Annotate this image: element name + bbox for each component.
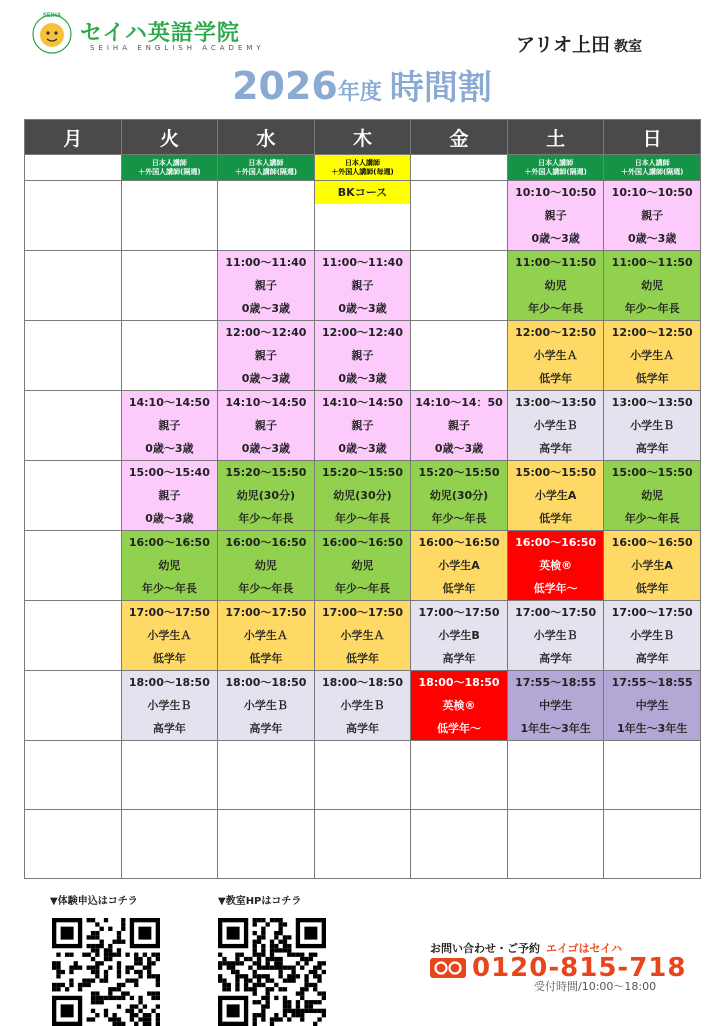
empty-slot [25, 601, 122, 671]
empty-slot [25, 251, 122, 321]
class-slot [604, 531, 701, 601]
class-grade: 年少〜年長 [238, 582, 294, 595]
class-name: 小学生Ａ [243, 629, 288, 642]
class-name: 小学生A [438, 559, 480, 572]
class-time: 17:00〜17:50 [418, 606, 500, 619]
class-time: 17:00〜17:50 [321, 606, 403, 619]
class-name: 小学生Ｂ [147, 699, 192, 712]
time-slot-row [25, 531, 701, 601]
class-slot [314, 671, 411, 741]
class-grade: 高学年 [635, 442, 669, 455]
class-slot [218, 671, 315, 741]
class-grade: 高学年 [539, 442, 573, 455]
class-time: 17:55〜18:55 [515, 676, 597, 689]
class-time: 17:00〜17:50 [128, 606, 210, 619]
class-name: 親子 [254, 419, 277, 432]
class-slot [507, 601, 604, 671]
class-name: 英検® [539, 559, 573, 572]
class-time: 10:10〜10:50 [611, 186, 693, 199]
teacher-line: 日本人講師 [248, 158, 284, 167]
class-grade: 1年生〜3年生 [520, 722, 591, 735]
classroom-suffix: 教室 [614, 39, 643, 55]
class-name: 小学生Ｂ [630, 629, 675, 642]
class-grade: 低学年 [539, 372, 573, 385]
class-time: 17:00〜17:50 [611, 606, 693, 619]
class-time: 18:00〜18:50 [321, 676, 403, 689]
class-slot [411, 531, 508, 601]
empty-slot [25, 531, 122, 601]
day-header: 水 [218, 120, 315, 155]
day-header: 金 [411, 120, 508, 155]
empty-slot [604, 810, 701, 879]
class-grade: 1年生〜3年生 [617, 722, 688, 735]
class-time: 16:00〜16:50 [128, 536, 210, 549]
empty-slot [25, 461, 122, 531]
class-grade: 0歳〜3歳 [241, 442, 291, 455]
class-slot [121, 391, 218, 461]
class-name: 親子 [254, 279, 277, 292]
classroom-name [516, 30, 642, 57]
brand-logo [28, 10, 288, 54]
class-grade: 低学年 [152, 652, 186, 665]
empty-slot [25, 391, 122, 461]
time-slot-row [25, 810, 701, 879]
class-name: 小学生Ｂ [243, 699, 288, 712]
teacher-cell [507, 155, 604, 181]
class-time: 13:00〜13:50 [515, 396, 597, 409]
class-time: 11:00〜11:40 [225, 256, 307, 269]
class-name: 小学生Ａ [533, 349, 578, 362]
class-grade: 年少〜年長 [238, 512, 294, 525]
class-slot [604, 391, 701, 461]
time-slot-row [25, 741, 701, 810]
class-name: 幼児 [641, 279, 664, 292]
class-name: 親子 [448, 419, 471, 432]
class-slot [314, 531, 411, 601]
day-header: 月 [25, 120, 122, 155]
class-slot [411, 391, 508, 461]
class-name: 中学生 [635, 699, 669, 712]
class-name: 幼児 [351, 559, 374, 572]
teacher-row [25, 155, 701, 181]
class-time: 11:00〜11:50 [611, 256, 693, 269]
class-grade: 低学年 [249, 652, 283, 665]
time-slot-row [25, 181, 701, 251]
class-name: 小学生Ａ [147, 629, 192, 642]
empty-slot [25, 741, 122, 810]
empty-slot [411, 251, 508, 321]
class-grade: 高学年 [442, 652, 476, 665]
class-slot [411, 461, 508, 531]
reception-hours: 受付時間/10:00〜18:00 [534, 980, 657, 993]
class-name: 英検® [442, 699, 476, 712]
teacher-line: 日本人講師 [634, 158, 670, 167]
teacher-line: ＋外国人講師(隔週) [524, 167, 587, 176]
class-name: 小学生A [534, 489, 577, 502]
class-time: 13:00〜13:50 [611, 396, 693, 409]
class-time: 14:10〜14:50 [225, 396, 307, 409]
title-jikan: 時間割 [389, 68, 492, 108]
class-name: 小学生B [438, 629, 480, 642]
class-time: 18:00〜18:50 [418, 676, 500, 689]
empty-slot [411, 810, 508, 879]
class-grade: 年少〜年長 [334, 582, 390, 595]
teacher-cell [314, 155, 411, 181]
class-name: 幼児(30分) [429, 489, 489, 502]
class-time: 16:00〜16:50 [321, 536, 403, 549]
empty-slot [604, 741, 701, 810]
contact-text: お問い合わせ・ご予約 [430, 942, 540, 955]
class-name: 親子 [254, 349, 277, 362]
class-time: 12:00〜12:40 [321, 326, 403, 339]
class-time: 18:00〜18:50 [128, 676, 210, 689]
class-slot [411, 671, 508, 741]
class-grade: 低学年 [635, 582, 669, 595]
class-name: 幼児(30分) [236, 489, 296, 502]
class-slot [507, 671, 604, 741]
day-header: 土 [507, 120, 604, 155]
class-name: 幼児 [641, 489, 664, 502]
class-name: 中学生 [539, 699, 573, 712]
class-slot [314, 601, 411, 671]
class-grade: 0歳〜3歳 [145, 442, 194, 455]
title-nendo: 年度 [337, 80, 382, 105]
class-slot [604, 461, 701, 531]
class-time: 12:00〜12:50 [611, 326, 693, 339]
class-time: 16:00〜16:50 [611, 536, 693, 549]
class-grade: 0歳〜3歳 [145, 512, 194, 525]
class-slot [218, 601, 315, 671]
class-grade: 年少〜年長 [431, 512, 487, 525]
class-grade: 高学年 [249, 722, 283, 735]
empty-slot [411, 181, 508, 251]
class-slot [507, 181, 604, 251]
teacher-line: ＋外国人講師(隔週) [138, 167, 201, 176]
class-name: 親子 [351, 279, 374, 292]
class-slot [507, 531, 604, 601]
class-time: 14:10〜14:50 [128, 396, 210, 409]
class-grade: 0歳〜3歳 [241, 302, 291, 315]
class-grade: 0歳〜3歳 [241, 372, 291, 385]
class-name: 小学生Ａ [630, 349, 675, 362]
class-slot [314, 391, 411, 461]
day-header: 木 [314, 120, 411, 155]
class-slot [604, 671, 701, 741]
class-grade: 高学年 [635, 652, 669, 665]
class-time: 15:00〜15:50 [515, 466, 597, 479]
classroom-label: アリオ上田 [516, 34, 611, 56]
class-time: 15:20〜15:50 [225, 466, 307, 479]
empty-slot [411, 741, 508, 810]
bk-course-label: BKコース [315, 181, 411, 204]
empty-slot [507, 741, 604, 810]
class-slot [218, 251, 315, 321]
class-grade: 0歳〜3歳 [434, 442, 484, 455]
class-time: 12:00〜12:50 [515, 326, 597, 339]
empty-slot [121, 810, 218, 879]
class-name: 親子 [158, 419, 181, 432]
empty-slot [218, 181, 315, 251]
class-time: 17:55〜18:55 [611, 676, 693, 689]
empty-slot [121, 181, 218, 251]
class-time: 17:00〜17:50 [515, 606, 597, 619]
class-grade: 低学年〜 [533, 582, 578, 595]
class-grade: 年少〜年長 [624, 302, 680, 315]
day-header-row [25, 120, 701, 155]
empty-slot [25, 810, 122, 879]
class-slot [604, 601, 701, 671]
class-slot [218, 461, 315, 531]
class-slot [314, 181, 411, 251]
empty-slot [314, 741, 411, 810]
class-slot [121, 461, 218, 531]
class-name: 小学生Ｂ [630, 419, 675, 432]
class-name: 親子 [351, 419, 374, 432]
teacher-cell [25, 155, 122, 181]
teacher-cell [218, 155, 315, 181]
class-name: 幼児 [544, 279, 567, 292]
class-grade: 0歳〜3歳 [338, 442, 387, 455]
time-slot-row [25, 321, 701, 391]
class-time: 16:00〜16:50 [515, 536, 597, 549]
time-slot-row [25, 391, 701, 461]
class-grade: 0歳〜3歳 [531, 232, 580, 245]
class-grade: 低学年 [442, 582, 476, 595]
class-grade: 年少〜年長 [141, 582, 197, 595]
class-time: 15:00〜15:40 [128, 466, 210, 479]
contact-highlight: エイゴはセイハ [546, 942, 623, 955]
empty-slot [218, 741, 315, 810]
class-time: 17:00〜17:50 [225, 606, 307, 619]
seiha-logo-icon [28, 10, 76, 54]
class-name: 小学生A [631, 559, 673, 572]
qr-code-icon[interactable] [218, 918, 326, 1026]
class-slot [314, 321, 411, 391]
class-slot [507, 461, 604, 531]
class-time: 10:10〜10:50 [515, 186, 597, 199]
class-grade: 低学年〜 [437, 722, 482, 735]
class-grade: 低学年 [345, 652, 379, 665]
class-grade: 年少〜年長 [528, 302, 584, 315]
trial-qr-label: ▼体験申込はコチラ [50, 896, 138, 907]
class-name: 小学生Ｂ [533, 419, 578, 432]
class-slot [121, 601, 218, 671]
class-time: 11:00〜11:40 [321, 256, 403, 269]
empty-slot [218, 810, 315, 879]
logo-name: セイハ英語学院 [80, 21, 240, 46]
teacher-line: ＋外国人講師(隔週) [620, 167, 684, 176]
empty-slot [25, 321, 122, 391]
teacher-cell [604, 155, 701, 181]
class-grade: 0歳〜3歳 [628, 232, 677, 245]
page-title [0, 60, 724, 109]
empty-slot [25, 671, 122, 741]
class-slot [604, 181, 701, 251]
empty-slot [411, 321, 508, 391]
class-name: 幼児 [158, 559, 181, 572]
class-slot [507, 251, 604, 321]
timetable-body [25, 181, 701, 879]
teacher-line: 日本人講師 [344, 158, 380, 167]
teacher-line: ＋外国人講師(隔週) [234, 167, 298, 176]
class-slot [604, 321, 701, 391]
class-time: 15:00〜15:50 [611, 466, 693, 479]
class-time: 14:10〜14:50 [321, 396, 403, 409]
teacher-line: 日本人講師 [151, 158, 187, 167]
class-name: 幼児 [254, 559, 277, 572]
class-slot [218, 531, 315, 601]
time-slot-row [25, 671, 701, 741]
free-dial-icon [430, 958, 466, 978]
class-slot [218, 391, 315, 461]
class-grade: 0歳〜3歳 [338, 372, 387, 385]
timetable [24, 119, 701, 879]
class-name: 親子 [351, 349, 374, 362]
class-grade: 高学年 [539, 652, 573, 665]
class-grade: 低学年 [635, 372, 669, 385]
class-time: 12:00〜12:40 [225, 326, 307, 339]
class-name: 親子 [641, 209, 664, 222]
teacher-cell [121, 155, 218, 181]
day-header: 日 [604, 120, 701, 155]
phone-number: 0120-815-718 [472, 953, 687, 983]
class-slot [507, 391, 604, 461]
class-time: 14:10〜14：50 [415, 396, 503, 409]
empty-slot [507, 810, 604, 879]
empty-slot [121, 251, 218, 321]
class-time: 15:20〜15:50 [321, 466, 403, 479]
class-slot [411, 601, 508, 671]
teacher-line: 日本人講師 [538, 158, 574, 167]
teacher-cell [411, 155, 508, 181]
teacher-line: ＋外国人講師(毎週) [331, 167, 394, 176]
title-year: 2026 [232, 64, 338, 108]
class-time: 18:00〜18:50 [225, 676, 307, 689]
class-grade: 年少〜年長 [624, 512, 680, 525]
class-slot [604, 251, 701, 321]
class-time: 16:00〜16:50 [225, 536, 307, 549]
logo-subtitle: SEIHA ENGLISH ACADEMY [90, 44, 265, 52]
class-name: 小学生Ｂ [533, 629, 578, 642]
class-grade: 高学年 [152, 722, 186, 735]
time-slot-row [25, 251, 701, 321]
class-time: 11:00〜11:50 [515, 256, 597, 269]
class-slot [218, 321, 315, 391]
class-grade: 高学年 [345, 722, 379, 735]
class-grade: 0歳〜3歳 [338, 302, 387, 315]
class-slot [121, 531, 218, 601]
qr-code-icon[interactable] [52, 918, 160, 1026]
class-time: 16:00〜16:50 [418, 536, 500, 549]
day-header: 火 [121, 120, 218, 155]
class-name: 親子 [158, 489, 181, 502]
hp-qr-label: ▼教室HPはコチラ [218, 896, 302, 907]
class-time: 15:20〜15:50 [418, 466, 500, 479]
class-name: 親子 [544, 209, 567, 222]
empty-slot [25, 181, 122, 251]
class-slot [121, 671, 218, 741]
logo-ring-text: SEIHA [42, 13, 62, 19]
empty-slot [121, 741, 218, 810]
class-slot [314, 251, 411, 321]
class-grade: 低学年 [539, 512, 573, 525]
time-slot-row [25, 461, 701, 531]
class-slot [314, 461, 411, 531]
time-slot-row [25, 601, 701, 671]
class-name: 小学生Ａ [340, 629, 385, 642]
empty-slot [314, 810, 411, 879]
class-grade: 年少〜年長 [334, 512, 390, 525]
class-name: 小学生Ｂ [340, 699, 385, 712]
class-slot [507, 321, 604, 391]
class-name: 幼児(30分) [333, 489, 392, 502]
empty-slot [121, 321, 218, 391]
